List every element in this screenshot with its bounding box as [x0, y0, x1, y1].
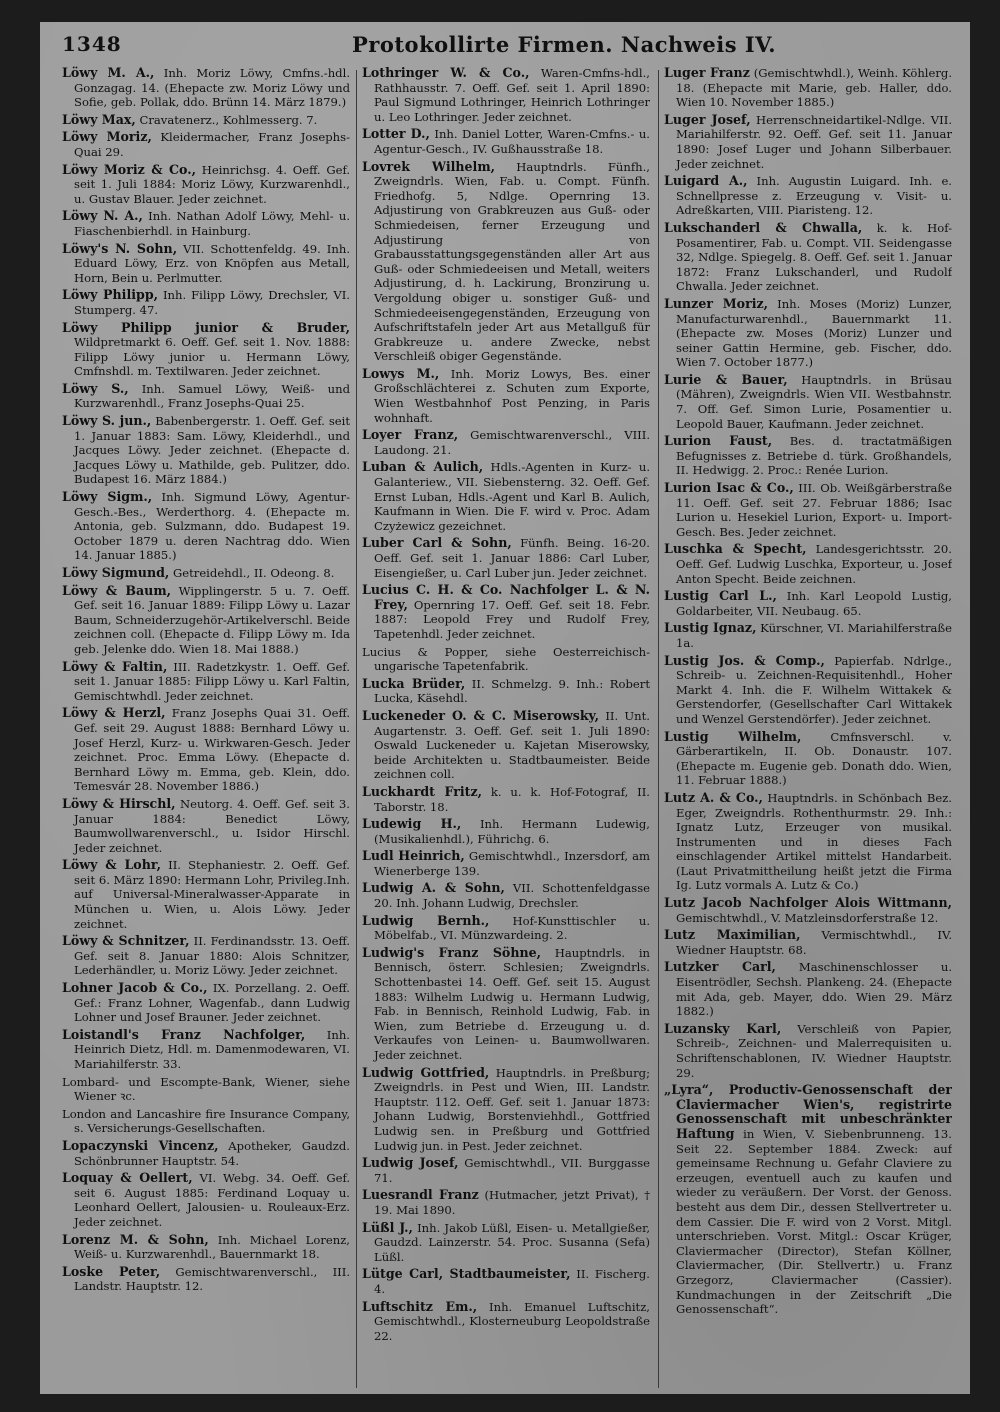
directory-entry — [62, 1233, 350, 1262]
firm-name: Lotter D., — [362, 126, 430, 142]
firm-name: Löwy Sigmund, — [62, 565, 170, 580]
firm-name: Löwy Philipp, — [62, 287, 159, 303]
firm-name: Luckeneder O. & C. Miserowsky, — [362, 707, 600, 723]
firm-details: Lombard- und Escompte-Bank, Wiener, siehe Wiener ꝛc. — [62, 1074, 350, 1104]
column-2 — [362, 66, 650, 1394]
directory-entry — [664, 654, 952, 727]
firm-name: Lowys M., — [362, 365, 440, 381]
firm-name: Löwy Moriz & Co., — [62, 161, 196, 177]
firm-name: Ludwig's Franz Söhne, — [362, 944, 542, 960]
firm-name: Lorenz M. & Sohn, — [62, 1231, 209, 1247]
firm-details: VII. Schottenfeldgasse 20. Inh. Johann Ludwig, Drechsler. — [374, 881, 650, 911]
firm-details: Hauptndrls. Fünfh., Zweigndrls. Wien, Fab. u. Compt. Fünfh. Friedhofg. 5, Ndlge. Opernring 13. Adjustirung von Grabkreuzen aus Guß- oder Schmiedeisen, ferner Erzeugung und Adjustirung von Grabausstattungsgegenständen aller Art aus Guß- oder Schmiedeeisen und Metall, weiters Adjustirung, d. h. Lackirung, Bronzirung u. Vergoldung obiger u. sonstiger Guß- und Schmiedeeisengegenständen, Erzeugung von Aufschriftstafeln jeder Art aus Metallguß für Grabkreuze u. andere Zwecke, nebst Verschleiß obiger Gegenstände. — [374, 159, 650, 364]
firm-details: k. u. k. Hof-Fotograf, II. Taborstr. 18. — [374, 784, 650, 814]
firm-details: Inh. Sigmund Löwy, Agentur-Gesch.-Bes., Werderthorg. 4. (Ehepacte m. Antonia, geb. Sulzmann, ddo. Budapest 19. October 1879 u. deren Nachtrag ddo. Wien 14. Januar 1885.) — [74, 490, 350, 563]
firm-details: Landesgerichtsstr. 20. Oeff. Gef. Ludwig Luschka, Exporteur, u. Josef Anton Specht. Beide zeichnen. — [676, 542, 952, 586]
directory-entry — [62, 981, 350, 1025]
firm-name: Lustig Ignaz, — [664, 620, 757, 636]
firm-name: Lutz Maximilian, — [664, 927, 801, 943]
firm-name: Luftschitz Em., — [362, 1298, 478, 1314]
directory-entry — [62, 209, 350, 238]
firm-name: Lutz Jacob Nachfolger Alois Wittmann, — [664, 895, 952, 911]
directory-entry — [362, 367, 650, 425]
firm-name: Lutzker Carl, — [664, 959, 776, 975]
firm-details: Gemischtwhdl., V. Matzleinsdorferstraße 12. — [676, 910, 939, 925]
firm-details: Apotheker, Gaudzd. Schönbrunner Hauptstr. 54. — [74, 1138, 350, 1168]
directory-entry — [62, 706, 350, 794]
directory-entry — [62, 288, 350, 317]
firm-name: Lurie & Bauer, — [664, 371, 788, 387]
firm-details: Inh. Moriz Lowys, Bes. einer Großschlächterei z. Schuten zum Exporte, Wien Westbahnhof Post Penzing, in Paris wohnhaft. — [374, 366, 650, 425]
firm-name: Luzansky Karl, — [664, 1020, 782, 1036]
directory-entry — [664, 896, 952, 925]
firm-details: Inh. Karl Leopold Lustig, Goldarbeiter, VII. Neubaug. 65. — [676, 589, 952, 618]
directory-entry — [62, 321, 350, 379]
directory-entry — [62, 934, 350, 978]
firm-details: k. k. Hof-Posamentirer, Fab. u. Compt. VII. Seidengasse 32, Ndlge. Spiegelg. 8. Oeff. Gef. seit 1. Januar 1872: Franz Lukschanderl, und Rudolf Chwalla. Jeder zeichnet. — [676, 220, 952, 294]
directory-entry — [362, 583, 650, 641]
firm-name: Lukschanderl & Chwalla, — [664, 219, 863, 235]
firm-details: Inh. Daniel Lotter, Waren-Cmfns.- u. Agentur-Gesch., IV. Gußhausstraße 18. — [374, 127, 650, 156]
firm-name: Löwy & Lohr, — [62, 857, 161, 873]
firm-details: Inh. Emanuel Luftschitz, Gemischtwhdl., Klosterneuburg Leopoldstraße 22. — [374, 1299, 650, 1343]
directory-entry — [664, 66, 952, 110]
directory-entry — [62, 242, 350, 286]
directory-entry — [362, 127, 650, 156]
firm-name: Lustig Carl L., — [664, 588, 777, 604]
firm-name: Löwy N. A., — [62, 208, 143, 224]
firm-details: London and Lancashire fire Insurance Company, s. Versicherungs-Gesellschaften. — [62, 1106, 350, 1136]
directory-entry — [62, 1028, 350, 1072]
firm-details: Wipplingerstr. 5 u. 7. Oeff. Gef. seit 16. Januar 1889: Filipp Löwy u. Lazar Baum, Schneiderzugehör-Artikelverschl. Beide zeichnen coll. (Ehepacte d. Filipp Löwy m. Ida geb. Jelenke ddo. Wien 18. Mai 1888.) — [74, 583, 350, 656]
firm-details: Inh. Moses (Moriz) Lunzer, Manufacturwarenhdl., Bauernmarkt 11. (Ehepacte zw. Moses (Moriz) Lunzer und seiner Gattin Hermine, geb. Fischer, ddo. Wien 7. October 1877.) — [676, 296, 952, 370]
firm-details: II. Stephaniestr. 2. Oeff. Gef. seit 6. März 1890: Hermann Lohr, Privileg.Inh. auf Universal-Mineralwasser-Apparate in München u. Wien, u. Alois Löwy. Jeder zeichnet. — [74, 858, 350, 931]
directory-entry — [362, 914, 650, 943]
directory-entry — [62, 66, 350, 110]
firm-name: Lurion Isac & Co., — [664, 480, 794, 496]
directory-entry — [362, 817, 650, 846]
firm-details: Wildpretmarkt 6. Oeff. Gef. seit 1. Nov. 1888: Filipp Löwy junior u. Hermann Löwy, Cmfnshdl. m. Textilwaren. Jeder zeichnet. — [74, 335, 350, 379]
firm-details: Bes. d. tractatmäßigen Befugnisses z. Betriebe d. türk. Großhandels, II. Hedwigg. 2. Proc.: Renée Lurion. — [676, 434, 952, 478]
directory-entry — [664, 221, 952, 294]
firm-details: II. Schmelzg. 9. Inh.: Robert Lucka, Käsehdl. — [374, 676, 650, 706]
firm-details: Waren-Cmfns-hdl., Rathhausstr. 7. Oeff. Gef. seit 1. April 1890: Paul Sigmund Lothringer, Heinrich Lothringer u. Leo Lothringer. Jeder zeichnet. — [374, 66, 650, 124]
directory-entry — [62, 797, 350, 855]
firm-name: Luger Josef, — [664, 111, 751, 127]
firm-details: Hauptndrls. in Schönbach Bez. Eger, Zweigndrls. Rothenthurmstr. 29. Inh.: Ignatz Lutz, Erzeuger von musikal. Instrumenten und in dieses Fach einschlagender Artikel mittelst Handarbeit. (Laut Privatmittheilung heißt jetzt die Firma Ig. Lutz vormals A. Lutz & Co.) — [676, 790, 952, 893]
firm-name: Lurion Faust, — [664, 433, 773, 449]
directory-entry — [62, 382, 350, 411]
firm-details: Hauptndrls. in Preßburg; Zweigndrls. in Pest und Wien, III. Landstr. Hauptstr. 112. Oeff. Gef. seit 1. Januar 1873: Johann Ludwig, Borstenviehhdl., Gottfried Ludwig sen. in Preßburg und Gottfried Ludwig jun. in Pest. Jeder zeichnet. — [374, 1065, 650, 1153]
running-title: Protokollirte Firmen. Nachweis IV. — [352, 32, 777, 57]
directory-entry — [362, 66, 650, 124]
firm-name: Lustig Wilhelm, — [664, 728, 802, 744]
firm-name: Luban & Aulich, — [362, 459, 484, 475]
firm-details: Hdls.-Agenten in Kurz- u. Galanteriew., VII. Siebensterng. 32. Oeff. Gef. Ernst Luban, Hdls.-Agent und Karl B. Aulich, Kaufmann in Wien. Die F. wird v. Proc. Adam Czyżewicz gezeichnet. — [374, 460, 650, 533]
firm-details: Kürschner, VI. Mariahilferstraße 1a. — [676, 621, 952, 650]
firm-name: Löwy Philipp junior & Bruder, — [62, 319, 350, 335]
directory-entry — [62, 1107, 350, 1136]
firm-name: Loquay & Oellert, — [62, 1170, 193, 1186]
firm-name: Ludl Heinrich, — [362, 848, 465, 864]
firm-details: IX. Porzellang. 2. Oeff. Gef.: Franz Lohner, Wagenfab., dann Ludwig Lohner und Josef Brauner. Jeder zeichnet. — [74, 981, 350, 1025]
directory-entry — [62, 1139, 350, 1168]
directory-entry — [62, 584, 350, 657]
firm-name: Löwy & Schnitzer, — [62, 933, 190, 949]
directory-entry — [362, 1156, 650, 1185]
firm-name: Loyer Franz, — [362, 427, 459, 443]
firm-details: Papierfab. Ndrlge., Schreib- u. Zeichnen-Requisitenhdl., Hoher Markt 4. Inh. die F. Wilhelm Wittakek & Gerstendorfer, (Gesellschafter Carl Wittakek und Wenzel Gerstendörfer). Jeder zeichnet. — [676, 653, 952, 726]
column-3 — [664, 66, 952, 1394]
firm-details: Inh. Augustin Luigard. Inh. e. Schnellpresse z. Erzeugung v. Visit- u. Adreßkarten, VIII. Piaristeng. 12. — [676, 174, 952, 218]
firm-name: Ludwig Gottfried, — [362, 1064, 490, 1080]
directory-entry — [362, 709, 650, 782]
firm-details: Cravatenerz., Kohlmesserg. 7. — [139, 112, 318, 127]
firm-name: Lucius C. H. & Co. Nachfolger L. & N. Frey, — [362, 582, 650, 612]
directory-entry — [664, 621, 952, 650]
firm-name: Löwy S., — [62, 380, 129, 396]
firm-name: Luigard A., — [664, 173, 748, 189]
firm-details: Fünfh. Being. 16-20. Oeff. Gef. seit 1. Januar 1886: Carl Luber, Eisengießer, u. Carl Luber jun. Jeder zeichnet. — [374, 536, 650, 580]
directory-entry — [362, 849, 650, 878]
firm-details: Heinrichsg. 4. Oeff. Gef. seit 1. Juli 1884: Moriz Löwy, Kurzwarenhdl., u. Gustav Blauer. Jeder zeichnet. — [74, 162, 350, 206]
firm-details: Cmfnsverschl. v. Gärberartikeln, II. Ob. Donaustr. 107. (Ehepacte m. Eugenie geb. Donath ddo. Wien, 11. Februar 1888.) — [676, 729, 952, 788]
firm-details: II. Ferdinandsstr. 13. Oeff. Gef. seit 8. Januar 1880: Alois Schnitzer, Lederhändler, u. Moriz Löwy. Jeder zeichnet. — [74, 934, 350, 978]
firm-name: Lütge Carl, Stadtbaumeister, — [362, 1266, 571, 1282]
directory-entry — [62, 414, 350, 487]
directory-page — [40, 22, 970, 1394]
firm-name: Löwy Moriz, — [62, 129, 152, 145]
firm-details: Babenbergerstr. 1. Oeff. Gef. seit 1. Januar 1883: Sam. Löwy, Kleiderhdl., und Jacques Löwy. Jeder zeichnet. (Ehepacte d. Jacques Löwy u. Mathilde, geb. Pulitzer, ddo. Budapest 16. März 1884.) — [74, 414, 350, 487]
firm-name: Lopaczynski Vincenz, — [62, 1137, 219, 1153]
firm-details: Inh. Nathan Adolf Löwy, Mehl- u. Fiaschenbierhdl. in Hainburg. — [74, 209, 350, 238]
firm-details: Getreidehdl., II. Odeong. 8. — [173, 566, 335, 580]
firm-name: Löwy Max, — [62, 111, 136, 127]
page-number: 1348 — [62, 32, 122, 56]
firm-name: Luschka & Specht, — [664, 541, 807, 557]
firm-name: Lustig Jos. & Comp., — [664, 652, 825, 668]
firm-details: Gemischtwarenverschl., III. Landstr. Hauptstr. 12. — [74, 1264, 350, 1294]
firm-name: Luger Franz — [664, 66, 750, 80]
firm-name: Lovrek Wilhelm, — [362, 158, 496, 174]
firm-details: (Hutmacher, jetzt Privat), † 19. Mai 1890. — [374, 1188, 650, 1217]
directory-entry — [362, 1300, 650, 1344]
firm-name: Luber Carl & Sohn, — [362, 535, 512, 551]
directory-entry — [664, 928, 952, 957]
firm-details: Vermischtwhdl., IV. Wiedner Hauptstr. 68. — [676, 928, 952, 957]
firm-details: Maschinenschlosser u. Eisentrödler, Sechsh. Plankeng. 24. (Ehepacte mit Ada, geb. Mayer, ddo. Wien 29. März 1882.) — [676, 960, 952, 1019]
firm-details: Inh. Jakob Lüßl, Eisen- u. Metallgießer, Gaudzd. Lainzerstr. 54. Proc. Susanna (Sefa) Lüßl. — [374, 1220, 650, 1264]
firm-name: Ludwig A. & Sohn, — [362, 880, 505, 896]
firm-details: Inh. Samuel Löwy, Weiß- und Kurzwarenhdl., Franz Josephs-Quai 25. — [74, 381, 350, 411]
firm-details: Gemischtwarenverschl., VIII. Laudong. 21. — [374, 428, 650, 457]
directory-entry — [362, 1221, 650, 1265]
directory-entry — [62, 130, 350, 159]
directory-entry — [62, 660, 350, 704]
firm-name: Löwy Sigm., — [62, 489, 153, 505]
firm-name: Löwy & Faltin, — [62, 658, 168, 674]
firm-details: Inh. Filipp Löwy, Drechsler, VI. Stumperg. 47. — [74, 288, 350, 317]
firm-name: Löwy & Baum, — [62, 582, 172, 598]
directory-entry — [362, 460, 650, 533]
firm-details: Hauptndrls. in Brüsau (Mähren), Zweigndrls. Wien VII. Westbahnstr. 7. Off. Gef. Simon Lurie, Posamentier u. Leopold Bauer, Kaufmann. Jeder zeichnet. — [676, 372, 952, 431]
firm-details: VI. Webg. 34. Oeff. Gef. seit 6. August 1885: Ferdinand Loquay u. Leonhard Oellert, Jalousien- u. Rouleaux-Erz. Jeder zeichnet. — [74, 1171, 350, 1229]
column-1 — [62, 66, 350, 1394]
firm-name: Ludwig Josef, — [362, 1155, 459, 1171]
directory-entry — [664, 434, 952, 478]
firm-details: III. Ob. Weißgärberstraße 11. Oeff. Gef. seit 27. Februar 1886; Isac Lurion u. Hesekiel Lurion, Export- u. Import-Gesch. Bes. Jeder zeichnet. — [676, 481, 952, 539]
directory-entry — [62, 1075, 350, 1104]
directory-entry — [362, 1267, 650, 1296]
directory-entry — [62, 490, 350, 563]
directory-entry — [664, 1083, 952, 1317]
directory-entry — [362, 677, 650, 706]
firm-name: Lothringer W. & Co., — [362, 66, 530, 80]
directory-entry — [362, 881, 650, 910]
directory-entry — [62, 566, 350, 581]
directory-entry — [664, 481, 952, 539]
firm-name: Ludwig Bernh., — [362, 912, 490, 928]
firm-name: Ludewig H., — [362, 816, 462, 832]
directory-entry — [362, 645, 650, 674]
firm-details: in Wien, V. Siebenbrunneng. 13. Seit 22. September 1884. Zweck: auf gemeinsame Rechnung u. Gefahr Claviere zu erzeugen, eventuell auch zu kaufen und wieder zu veräußern. Der Vorst. der Genoss. besteht aus dem Dir., dessen Stellvertreter u. dem Cassier. Die F. wird von 2 Vorst. Mitgl. unterschrieben. Vorst. Mitgl.: Oscar Krüger, Claviermacher (Director), Stefan Köllner, Claviermacher, (Dir. Stellvertr.) u. Franz Grzegorz, Claviermacher (Cassier). Kundmachungen in der Zeitschrift „Die Genossenschaft“. — [676, 1126, 952, 1317]
firm-details: Kleidermacher, Franz Josephs-Quai 29. — [74, 130, 350, 159]
directory-entry — [664, 174, 952, 218]
directory-entry — [362, 946, 650, 1063]
firm-details: Inh. Michael Lorenz, Weiß- u. Kurzwarenhdl., Bauernmarkt 18. — [74, 1232, 350, 1262]
firm-name: Loistandl's Franz Nachfolger, — [62, 1026, 306, 1042]
firm-details: Opernring 17. Oeff. Gef. seit 18. Febr. 1887: Leopold Frey und Rudolf Frey, Tapetenhdl. Jeder zeichnet. — [374, 597, 650, 641]
firm-name: Luckhardt Fritz, — [362, 783, 483, 799]
firm-name: Loske Peter, — [62, 1263, 161, 1279]
firm-name: Lutz A. & Co., — [664, 789, 763, 805]
directory-entry — [362, 1188, 650, 1217]
firm-details: Gemischtwhdl., Inzersdorf, am Wienerberge 139. — [374, 849, 650, 878]
firm-details: Lucius & Popper, siehe Oesterreichisch-ungarische Tapetenfabrik. — [362, 644, 650, 674]
firm-details: Neutorg. 4. Oeff. Gef. seit 3. Januar 1884: Benedict Löwy, Baumwollwarenverschl., u. Isidor Hirschl. Jeder zeichnet. — [74, 796, 350, 855]
firm-name: Löwy & Herzl, — [62, 705, 166, 721]
firm-name: Löwy M. A., — [62, 66, 155, 80]
directory-entry — [362, 1066, 650, 1154]
firm-name: Lunzer Moriz, — [664, 295, 769, 311]
firm-name: Lohner Jacob & Co., — [62, 980, 208, 996]
directory-entry — [664, 113, 952, 171]
directory-entry — [664, 960, 952, 1018]
directory-entry — [664, 297, 952, 370]
directory-entry — [362, 536, 650, 580]
directory-entry — [62, 113, 350, 128]
directory-entry — [664, 1022, 952, 1080]
directory-entry — [62, 1171, 350, 1229]
directory-entry — [62, 163, 350, 207]
firm-details: Inh. Hermann Ludewig, (Musikalienhdl.), Führichg. 6. — [374, 817, 650, 846]
firm-name: Lüßl J., — [362, 1219, 413, 1235]
directory-entry — [664, 589, 952, 618]
directory-entry — [362, 428, 650, 457]
firm-name: Löwy & Hirschl, — [62, 795, 176, 811]
firm-details: II. Unt. Augartenstr. 3. Oeff. Gef. seit 1. Juli 1890: Oswald Luckeneder u. Kajetan Miserowsky, beide Architekten u. Stadtbaumeister. Beide zeichnen coll. — [374, 708, 650, 782]
directory-entry — [664, 730, 952, 788]
firm-name: „Lyra“, Productiv-Genossenschaft der Claviermacher Wien's, registrirte Genossenschaft mit unbeschränkter Haftung — [664, 1082, 952, 1141]
firm-details: II. Fischerg. 4. — [374, 1267, 650, 1296]
firm-details: Hof-Kunsttischler u. Möbelfab., VI. Münzwardeing. 2. — [374, 913, 650, 943]
firm-details: Franz Josephs Quai 31. Oeff. Gef. seit 29. August 1888: Bernhard Löwy u. Josef Herzl, Kurz- u. Wirkwaren-Gesch. Jeder zeichnet. Proc. Emma Löwy. (Ehepacte d. Bernhard Löwy m. Emma, geb. Klein, ddo. Temesvár 28. November 1886.) — [74, 706, 350, 794]
firm-name: Löwy's N. Sohn, — [62, 240, 178, 256]
firm-name: Lucka Brüder, — [362, 675, 466, 691]
directory-entry — [362, 160, 650, 364]
directory-entry — [664, 791, 952, 893]
directory-entry — [664, 542, 952, 586]
firm-name: Luesrandl Franz — [362, 1187, 479, 1203]
firm-name: Löwy S. jun., — [62, 413, 152, 429]
firm-details: Verschleiß von Papier, Schreib-, Zeichnen- und Malerrequisiten u. Schriftenschablonen, IV. Wiedner Hauptstr. 29. — [676, 1021, 952, 1080]
directory-entry — [62, 1265, 350, 1294]
firm-details: Inh. Heinrich Dietz, Hdl. m. Damenmodewaren, VI. Mariahilferstr. 33. — [74, 1027, 350, 1071]
directory-entry — [62, 858, 350, 931]
firm-details: Gemischtwhdl., VII. Burggasse 71. — [374, 1156, 650, 1185]
page-header — [62, 32, 952, 66]
directory-entry — [664, 373, 952, 431]
directory-entry — [362, 785, 650, 814]
directory-columns — [40, 66, 970, 1394]
firm-details: VII. Schottenfeldg. 49. Inh. Eduard Löwy, Erz. von Knöpfen aus Metall, Horn, Bein u. Perlmutter. — [74, 241, 350, 285]
firm-details: Inh. Moriz Löwy, Cmfns.-hdl. Gonzagag. 14. (Ehepacte zw. Moriz Löwy und Sofie, geb. Pollak, ddo. Brünn 14. März 1879.) — [74, 66, 350, 110]
firm-details: III. Radetzkystr. 1. Oeff. Gef. seit 1. Januar 1885: Filipp Löwy u. Karl Faltin, Gemischtwhdl. Jeder zeichnet. — [74, 659, 350, 703]
firm-details: Hauptndrls. in Bennisch, österr. Schlesien; Zweigndrls. Schottenbastei 14. Oeff. Gef. seit 15. August 1883: Wilhelm Ludwig u. Hermann Ludwig, Fab. in Bennisch, Reinhold Ludwig, Fab. in Wien, zum Betriebe d. Erzeugung u. d. Verkaufes von Leinen- u. Baumwollwaren. Jeder zeichnet. — [374, 945, 650, 1062]
firm-details: Herrenschneidartikel-Ndlge. VII. Mariahilferstr. 92. Oeff. Gef. seit 11. Januar 1890: Josef Luger und Johann Silberbauer. Jeder zeichnet. — [676, 112, 952, 171]
firm-details: (Gemischtwhdl.), Weinh. Köhlerg. 18. (Ehepacte mit Marie, geb. Haller, ddo. Wien 10. November 1885.) — [676, 66, 952, 110]
